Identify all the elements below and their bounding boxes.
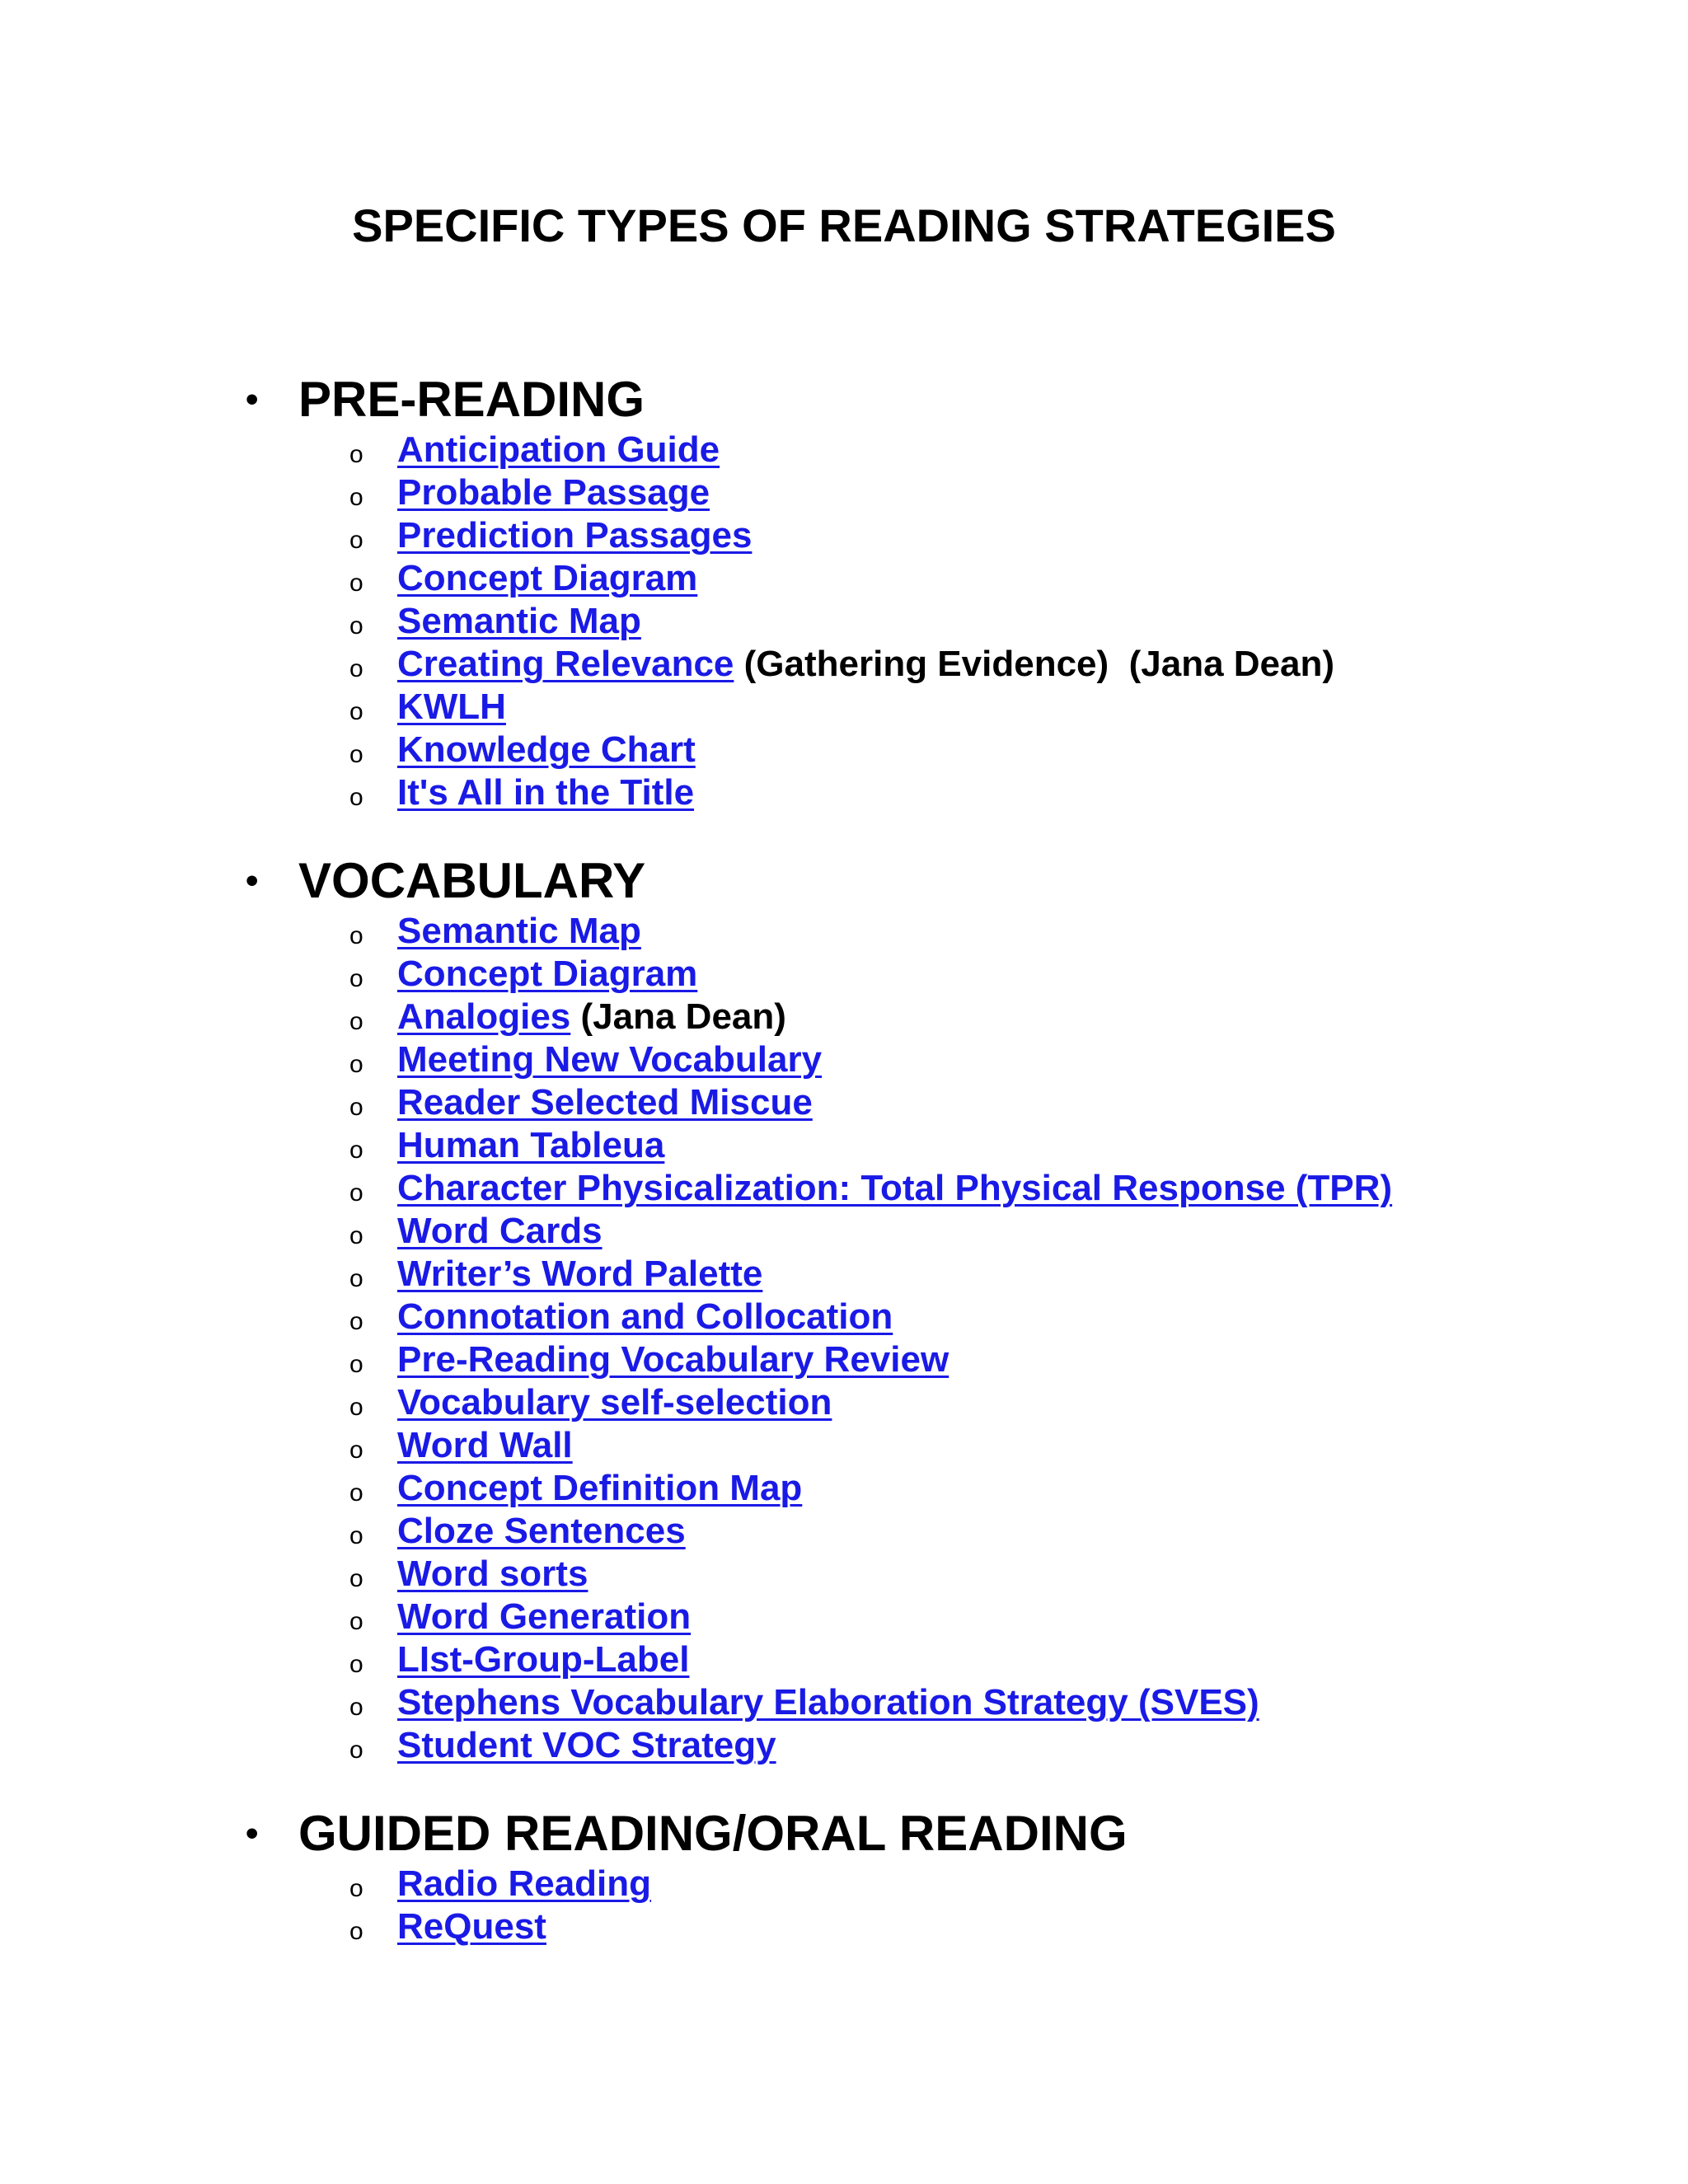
item-text (397, 1338, 949, 1381)
strategy-list (0, 1863, 1688, 1948)
strategy-link[interactable]: Anticipation Guide (397, 429, 720, 470)
circle-bullet-icon: o (349, 741, 363, 768)
item-text (397, 1038, 822, 1081)
strategy-link[interactable]: Pre-Reading Vocabulary Review (397, 1339, 950, 1380)
circle-bullet-icon: o (349, 1137, 363, 1164)
item-text (397, 1638, 689, 1681)
strategy-link[interactable]: Vocabulary self-selection (397, 1382, 832, 1422)
item-text (397, 1296, 893, 1338)
section-heading: GUIDED READING/ORAL READING (298, 1806, 1128, 1861)
list-item (0, 1724, 1688, 1767)
circle-bullet-icon: o (349, 1694, 363, 1721)
list-item (0, 1081, 1688, 1124)
list-item (0, 471, 1688, 514)
item-text (397, 1596, 691, 1638)
list-item (0, 996, 1688, 1038)
circle-bullet-icon: o (349, 1522, 363, 1549)
item-note: (Jana Dean) (570, 996, 786, 1037)
bullet-icon: • (246, 1813, 259, 1854)
strategy-link[interactable]: Reader Selected Miscue (397, 1082, 813, 1122)
item-text (397, 1381, 832, 1424)
circle-bullet-icon: o (349, 1565, 363, 1592)
strategy-link[interactable]: Word Cards (397, 1211, 603, 1251)
list-item (0, 429, 1688, 471)
strategy-link[interactable]: ReQuest (397, 1906, 546, 1947)
strategy-link[interactable]: Human Tableua (397, 1125, 665, 1165)
circle-bullet-icon: o (349, 698, 363, 725)
strategy-link[interactable]: Analogies (397, 996, 571, 1037)
item-text (397, 1210, 603, 1253)
strategy-link[interactable]: Cloze Sentences (397, 1511, 686, 1551)
list-item (0, 1638, 1688, 1681)
circle-bullet-icon: o (349, 922, 363, 949)
strategy-link[interactable]: Radio Reading (397, 1863, 652, 1904)
item-text (397, 910, 641, 953)
strategy-link[interactable]: KWLH (397, 687, 506, 727)
list-item (0, 1596, 1688, 1638)
item-text (397, 771, 694, 814)
item-text (397, 686, 506, 729)
list-item (0, 1467, 1688, 1510)
strategy-link[interactable]: Prediction Passages (397, 515, 753, 555)
circle-bullet-icon: o (349, 1265, 363, 1292)
circle-bullet-icon: o (349, 1918, 363, 1945)
circle-bullet-icon: o (349, 1436, 363, 1464)
item-text (397, 1167, 1392, 1210)
strategy-link[interactable]: Word Generation (397, 1596, 692, 1637)
bullet-icon: • (246, 379, 259, 419)
circle-bullet-icon: o (349, 784, 363, 811)
item-text (397, 996, 786, 1038)
circle-bullet-icon: o (349, 1179, 363, 1207)
item-text (397, 1553, 588, 1596)
strategy-link[interactable]: Semantic Map (397, 601, 641, 641)
list-item (0, 1681, 1688, 1724)
list-item (0, 771, 1688, 814)
strategy-link[interactable]: Connotation and Collocation (397, 1296, 893, 1337)
list-item (0, 1038, 1688, 1081)
item-text (397, 643, 1334, 686)
list-item (0, 1253, 1688, 1296)
strategy-link[interactable]: Stephens Vocabulary Elaboration Strategy (SVES) (397, 1682, 1259, 1722)
list-item (0, 643, 1688, 686)
strategy-link[interactable]: Word sorts (397, 1554, 588, 1594)
list-item (0, 1338, 1688, 1381)
list-item (0, 1510, 1688, 1553)
strategy-list (0, 429, 1688, 814)
strategy-link[interactable]: Word Wall (397, 1425, 573, 1465)
bullet-icon: • (246, 860, 259, 901)
circle-bullet-icon: o (349, 1308, 363, 1335)
item-text (397, 1863, 651, 1905)
circle-bullet-icon: o (349, 612, 363, 640)
list-item (0, 729, 1688, 771)
circle-bullet-icon: o (349, 1094, 363, 1121)
section-heading: PRE-READING (298, 372, 645, 427)
strategy-link[interactable]: Knowledge Chart (397, 729, 696, 770)
strategy-link[interactable]: Probable Passage (397, 472, 710, 513)
list-item (0, 1167, 1688, 1210)
list-item (0, 600, 1688, 643)
item-text (397, 1081, 813, 1124)
list-item (0, 686, 1688, 729)
strategy-link[interactable]: Concept Diagram (397, 954, 698, 994)
circle-bullet-icon: o (349, 484, 363, 511)
item-text (397, 1124, 664, 1167)
section-guided-reading (0, 1803, 1688, 1948)
circle-bullet-icon: o (349, 1008, 363, 1035)
list-item (0, 1124, 1688, 1167)
circle-bullet-icon: o (349, 1351, 363, 1378)
strategy-link[interactable]: Concept Definition Map (397, 1468, 803, 1508)
list-item (0, 1381, 1688, 1424)
section-heading: VOCABULARY (298, 853, 646, 908)
strategy-link[interactable]: Meeting New Vocabulary (397, 1039, 823, 1080)
section-heading-row (0, 369, 1688, 430)
list-item (0, 1424, 1688, 1467)
strategy-link[interactable]: Semantic Map (397, 911, 641, 951)
item-note: (Gathering Evidence) (Jana Dean) (734, 644, 1335, 684)
item-text (397, 1467, 802, 1510)
item-text (397, 1724, 776, 1767)
list-item (0, 514, 1688, 557)
circle-bullet-icon: o (349, 441, 363, 468)
item-text (397, 1253, 762, 1296)
list-item (0, 557, 1688, 600)
strategy-link[interactable]: Student VOC Strategy (397, 1725, 776, 1765)
item-text (397, 471, 710, 514)
circle-bullet-icon: o (349, 1608, 363, 1635)
circle-bullet-icon: o (349, 1222, 363, 1249)
item-text (397, 429, 720, 471)
item-text (397, 514, 752, 557)
circle-bullet-icon: o (349, 1736, 363, 1764)
list-item (0, 1210, 1688, 1253)
strategy-link[interactable]: Creating Relevance (397, 644, 734, 684)
item-text (397, 729, 696, 771)
strategy-link[interactable]: Character Physicalization: Total Physical Response (TPR) (397, 1168, 1393, 1208)
item-text (397, 1905, 546, 1948)
list-item (0, 1296, 1688, 1338)
item-text (397, 1424, 573, 1467)
item-text (397, 600, 641, 643)
circle-bullet-icon: o (349, 1051, 363, 1078)
circle-bullet-icon: o (349, 655, 363, 682)
circle-bullet-icon: o (349, 1394, 363, 1421)
list-item (0, 910, 1688, 953)
strategy-link[interactable]: Concept Diagram (397, 558, 698, 598)
circle-bullet-icon: o (349, 1479, 363, 1507)
strategy-list (0, 910, 1688, 1767)
section-heading-row (0, 851, 1688, 912)
section-vocabulary (0, 851, 1688, 1767)
item-text (397, 557, 697, 600)
item-text (397, 1681, 1259, 1724)
circle-bullet-icon: o (349, 1875, 363, 1902)
item-text (397, 953, 697, 996)
strategy-link[interactable]: Writer’s Word Palette (397, 1254, 763, 1294)
section-heading-row (0, 1803, 1688, 1864)
strategy-link[interactable]: LIst-Group-Label (397, 1639, 690, 1680)
circle-bullet-icon: o (349, 527, 363, 554)
list-item (0, 1905, 1688, 1948)
circle-bullet-icon: o (349, 1651, 363, 1678)
circle-bullet-icon: o (349, 965, 363, 992)
list-item (0, 1553, 1688, 1596)
strategy-link[interactable]: It's All in the Title (397, 772, 695, 813)
section-pre-reading (0, 369, 1688, 814)
circle-bullet-icon: o (349, 569, 363, 597)
list-item (0, 1863, 1688, 1905)
item-text (397, 1510, 686, 1553)
page-title: SPECIFIC TYPES OF READING STRATEGIES (352, 199, 1336, 251)
list-item (0, 953, 1688, 996)
